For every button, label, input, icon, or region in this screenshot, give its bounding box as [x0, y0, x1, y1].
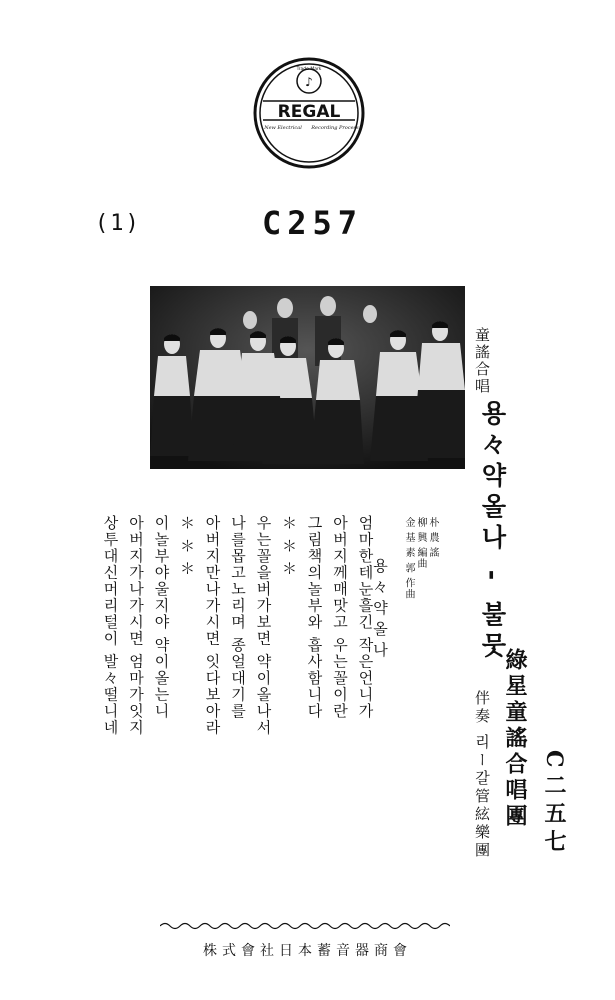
lyric-line: 그림책의놀부와 흡사함니다	[305, 515, 324, 720]
lyric-line: 이놀부야울지야 약이올는니	[152, 515, 171, 720]
lyric-line: 아버지만나가시면 잇다보아라	[203, 515, 222, 736]
stanza-divider: ＊ ＊ ＊	[178, 515, 196, 578]
performer-name: 綠星童謠合唱團	[502, 648, 528, 830]
genre-label: 童謠合唱	[473, 327, 491, 395]
lyric-line: 아버지가나가시면 엄마가잇지	[127, 515, 145, 736]
song-titles: 용々약올나 - 불뭇	[478, 400, 507, 663]
logo-brand: REGAL	[277, 102, 341, 122]
stanza-divider: ＊ ＊ ＊	[280, 515, 298, 578]
lyrics-block	[92, 515, 373, 785]
lyric-line: 나를몹고노리며 종얼대기를	[229, 515, 247, 720]
regal-logo	[253, 57, 365, 169]
side-number: (1)	[95, 211, 141, 236]
lyric-line: 상투대신머리털이 발々떨니네	[101, 515, 120, 736]
svg-text:♪: ♪	[305, 75, 313, 89]
wavy-rule	[160, 920, 450, 932]
song-subtitle: 용々약올나	[371, 558, 389, 663]
credit-composition: 金 基 素 郭 作曲	[403, 517, 414, 600]
logo-top-text: Trade Mark	[296, 67, 322, 72]
catalog-number-vertical: C二五七	[541, 750, 567, 858]
credit-lyrics: 朴 農 謠	[427, 517, 438, 559]
lyric-line: 우는꼴을버가보면 약이올나서	[254, 515, 273, 736]
credit-arrangement: 柳 興 編曲	[415, 517, 426, 570]
logo-left-text: New Electrical	[264, 125, 302, 131]
lyric-line: 아버지께매맛고 우는꼴이란	[331, 515, 349, 720]
company-name: 株式會社日本蓄音器商會	[203, 943, 412, 959]
credits	[403, 517, 437, 617]
accompaniment: 伴奏 리ー갈管絃樂團	[473, 690, 491, 860]
lyric-line: 엄마한테눈흘긴 작은언니가	[356, 515, 375, 720]
logo-right-text: Recording Process	[311, 125, 359, 131]
catalog-number: C257	[262, 204, 364, 242]
choir-photo	[150, 286, 465, 469]
